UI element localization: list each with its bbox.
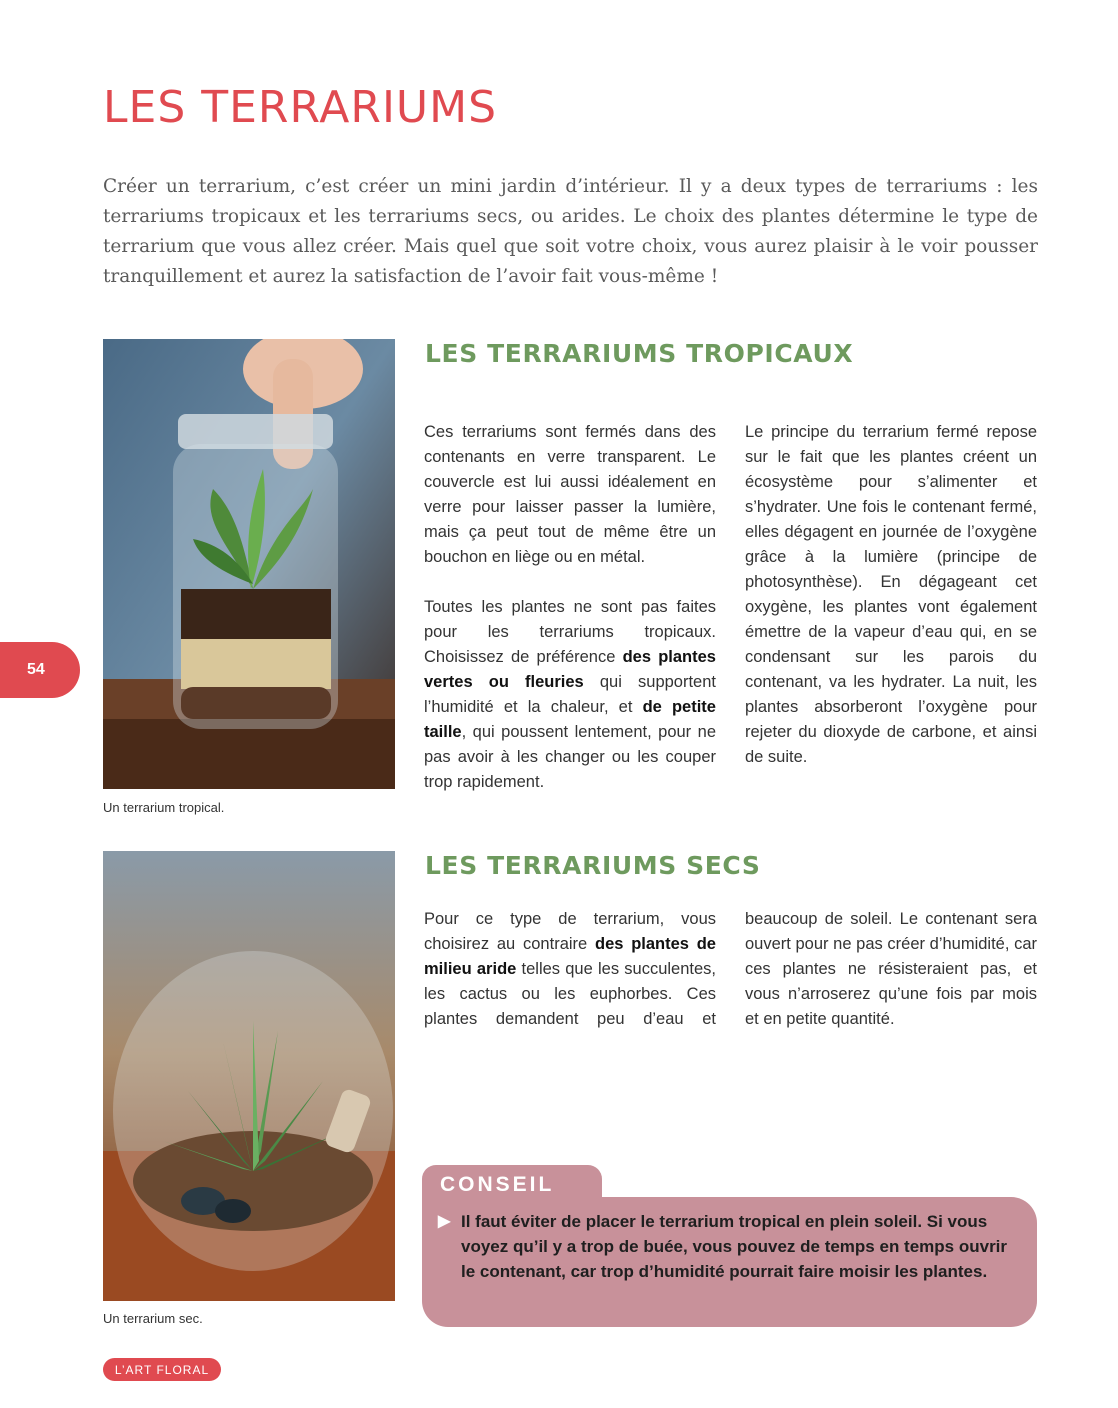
tropical-column-left bbox=[424, 420, 716, 820]
tropical-paragraph-2: Toutes les plantes ne sont pas faites pour les terrariums tropicaux. Choisissez de préférence des plantes vertes ou fleuries qui supportent l’humidité et la chaleur, et de petite taille, qui poussent lentement, pour ne pas avoir à les changer ou les couper trop rapidement. bbox=[424, 598, 716, 791]
tropical-paragraph-3: Le principe du terrarium fermé repose sur le fait que les plantes créent un écosystème pour s’alimenter et s’hydrater. Une fois le contenant fermé, elles dégagent en journée de l’oxygène grâce à la lumière (principe de photosynthèse). En dégageant cet oxygène, les plantes vont également émettre de la vapeur d’eau qui, en se condensant sur les parois du contenant, va les hydrater. La nuit, les plantes absorberont l’oxygène pour rejeter du dioxyde de carbone, et ainsi de suite. bbox=[745, 423, 1037, 766]
tropical-photo-caption: Un terrarium tropical. bbox=[103, 800, 225, 815]
triangle-right-icon: ▶ bbox=[438, 1213, 451, 1230]
conseil-box bbox=[422, 1197, 1037, 1327]
section-footer-tag: L’ART FLORAL bbox=[103, 1358, 221, 1381]
dry-heading: LES TERRARIUMS SECS bbox=[425, 851, 761, 880]
tropical-column-right bbox=[745, 420, 1037, 795]
tropical-heading: LES TERRARIUMS TROPICAUX bbox=[425, 339, 854, 368]
tropical-paragraph-1: Ces terrariums sont fermés dans des contenants en verre transparent. Le couvercle est lui aussi idéalement en verre pour laisser passer la lumière, mais ça peut tout de même être un bouchon en liège ou en métal. bbox=[424, 423, 716, 566]
dry-columns bbox=[424, 907, 1037, 1082]
conseil-label: CONSEIL bbox=[422, 1165, 602, 1205]
intro-paragraph: Créer un terrarium, c’est créer un mini jardin d’intérieur. Il y a deux types de terrariums : les terrariums tropicaux et les terrariums secs, ou arides. Le choix des plantes détermine le type de terrarium que vous allez créer. Mais quel que soit votre choix, vous aurez plaisir à le voir pousser tranquillement et aurez la satisfaction de l’avoir fait vous-même ! bbox=[103, 176, 1038, 287]
dry-terrarium-photo bbox=[103, 851, 395, 1301]
conseil-text: Il faut éviter de placer le terrarium tropical en plein soleil. Si vous voyez qu’il y a trop de buée, vous pouvez de temps en temps ouvrir le contenant, car trop d’humidité pourrait faire moisir les plantes. bbox=[461, 1212, 1008, 1281]
tropical-terrarium-photo bbox=[103, 339, 395, 789]
dry-paragraph: Pour ce type de terrarium, vous choisirez au contraire des plantes de milieu aride telles que les succulentes, les cactus ou les euphorbes. Ces plantes demandent peu d’eau et beaucoup de soleil. Le contenant sera ouvert pour ne pas créer d’humidité, car ces plantes ne résisteraient pas, et vous n’arroserez qu’une fois par mois et en petite quantité. bbox=[424, 910, 1037, 1028]
page-title: LES TERRARIUMS bbox=[103, 82, 498, 133]
dry-photo-caption: Un terrarium sec. bbox=[103, 1311, 203, 1326]
page-number-tab: 54 bbox=[0, 642, 80, 698]
conseil-text-block bbox=[438, 1209, 1015, 1284]
